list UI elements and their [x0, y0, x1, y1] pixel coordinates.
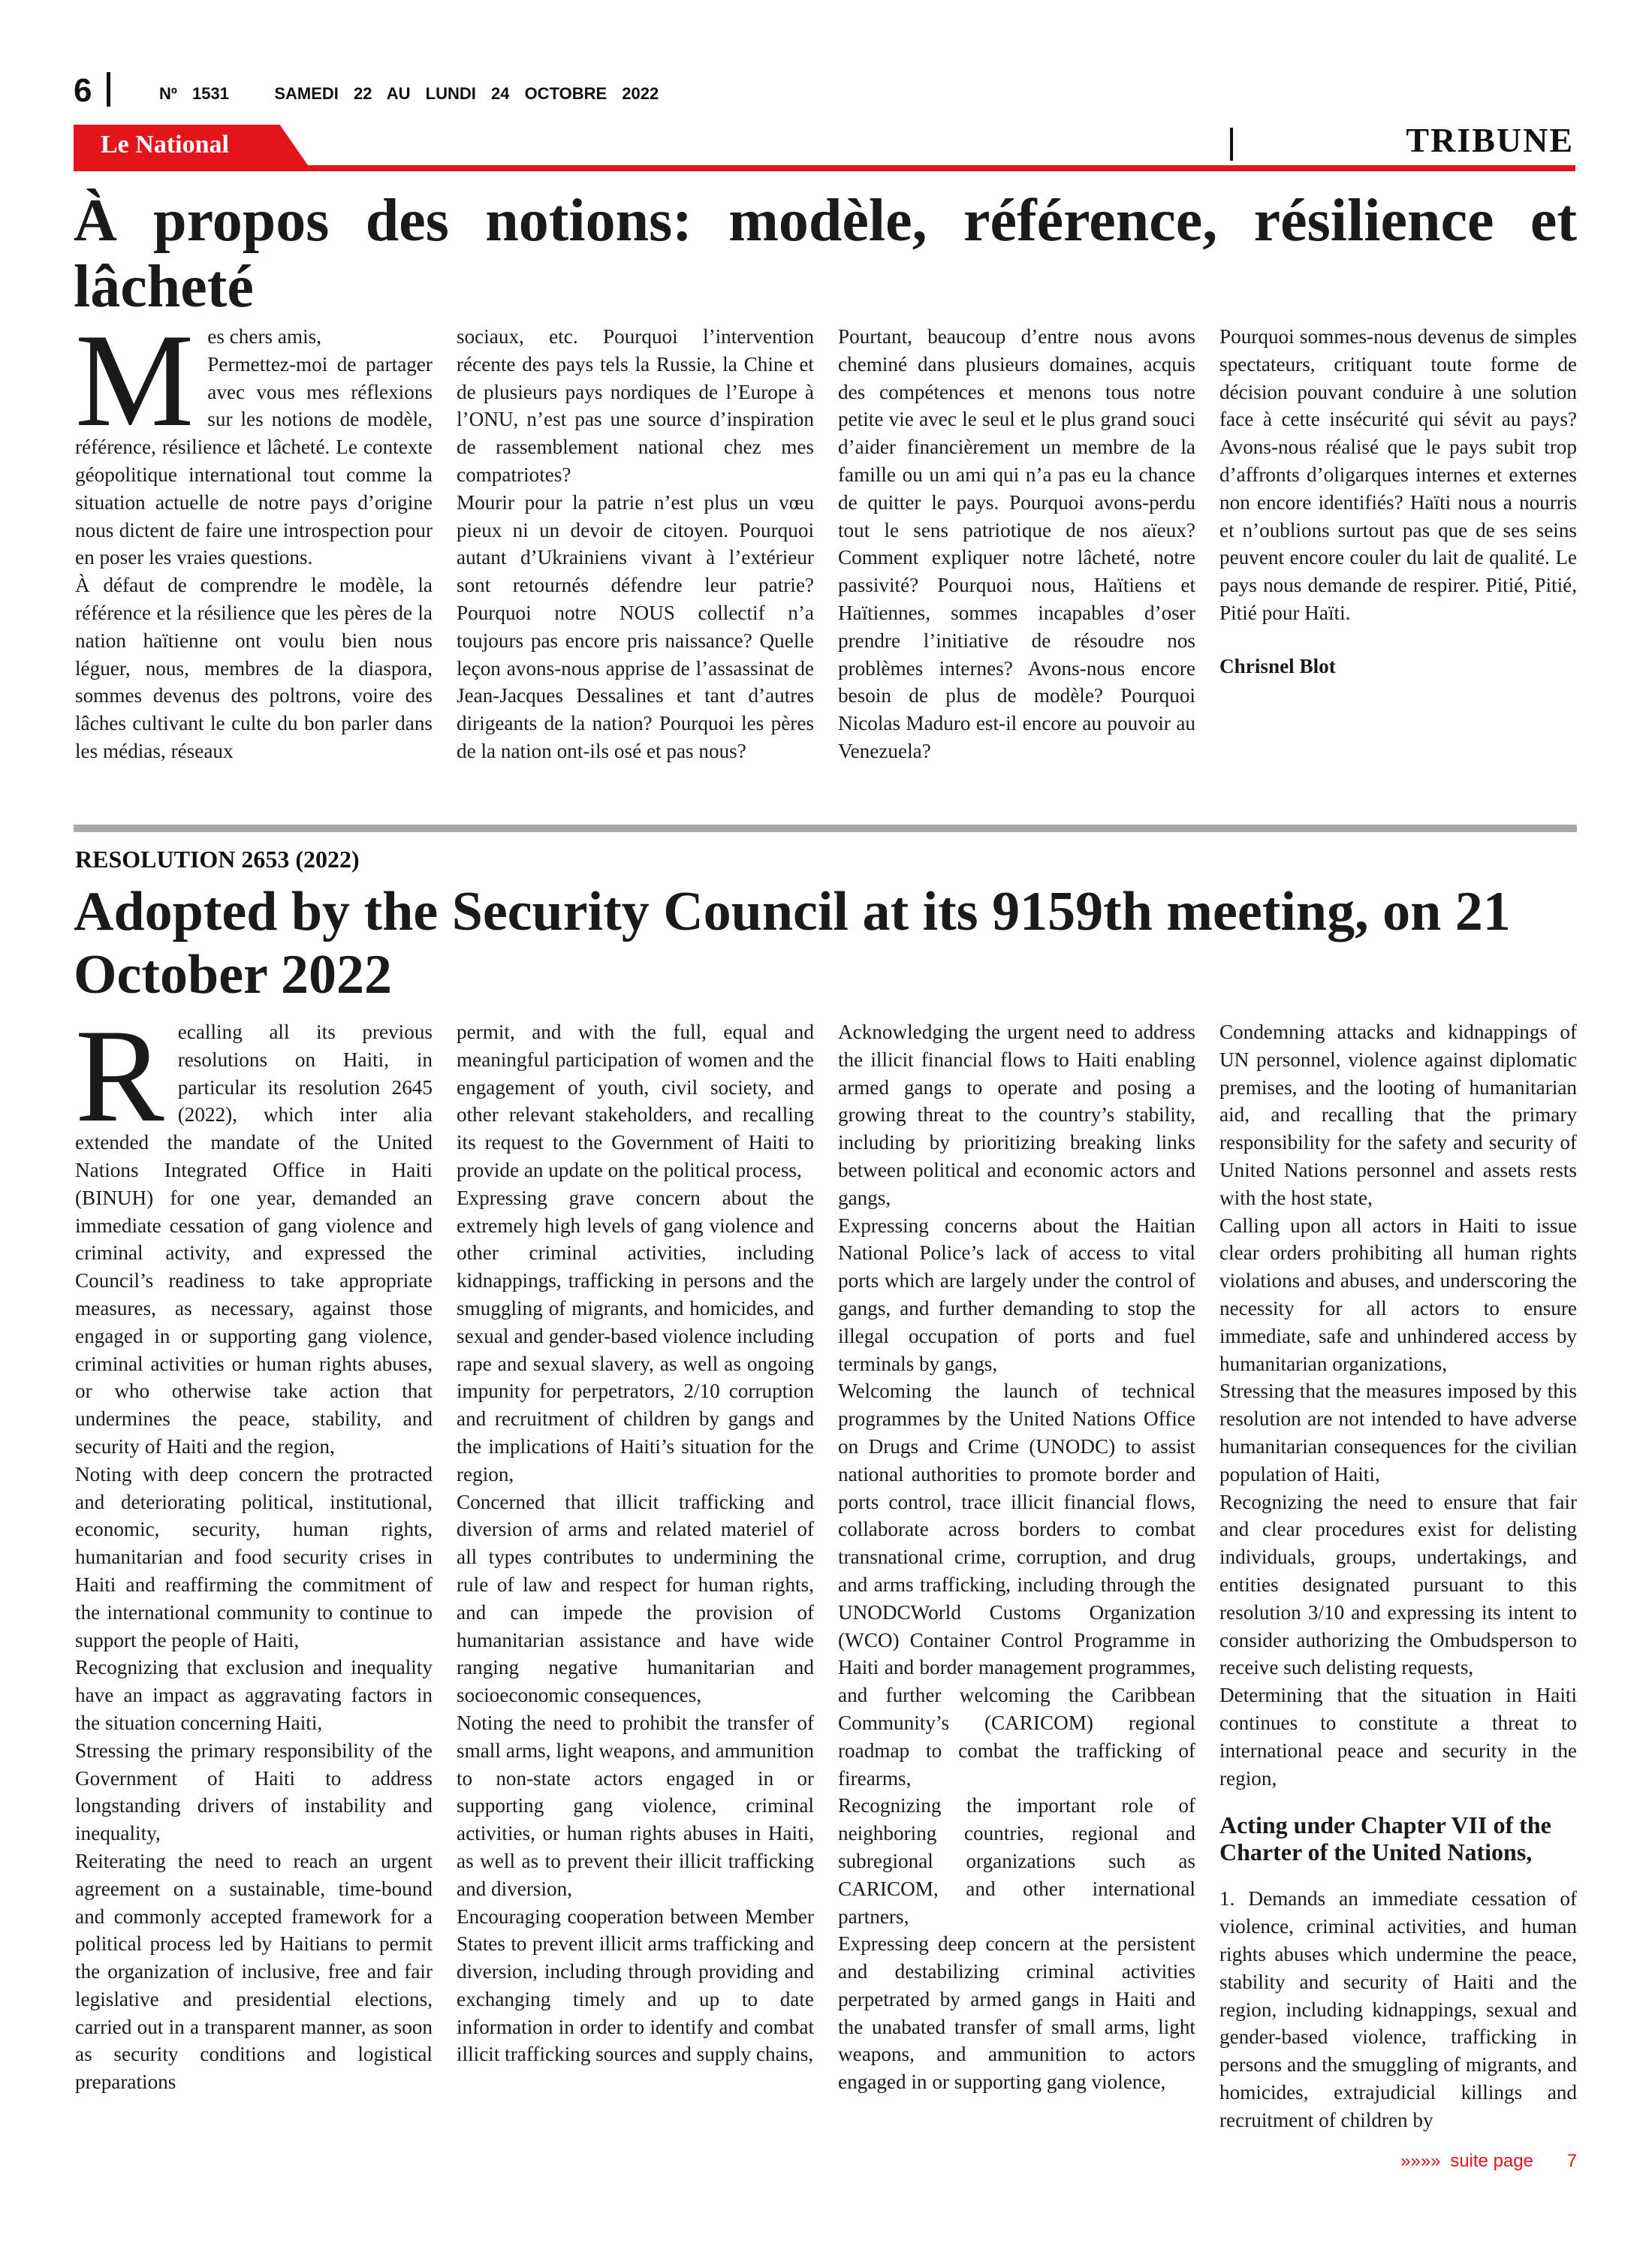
paragraph: Expressing grave concern about the extremely high levels of gang violence and other criminal activities, including kidnappings, trafficking in persons and the smuggling of migrants, and homicides, and sexual and gender-based violence including rape and sexual slavery, as well as ongoing impunity for perpetrators, 2/10 corruption and recruitment of children by gangs and the implications of Haiti’s situation for the region,	[457, 1186, 814, 1485]
paragraph: es chers amis,	[207, 325, 322, 348]
paragraph: Mourir pour la patrie n’est plus un vœu pieux ni un devoir de citoyen. Pourquoi autant d’Ukrainiens vivant à l’extérieur sont retournés défendre leur patrie? Pourquoi notre NOUS collectif n’a toujours pas encore pris naissance? Quelle leçon avons-nous apprise de l’assassinat de Jean-Jacques Dessalines et tant d’autres dirigeants de la nation? Pourquoi les pères de la nation ont-ils osé et pas nous?	[457, 490, 814, 762]
section-title: TRIBUNE	[1406, 121, 1574, 159]
paragraph: Recognizing that exclusion and inequality have an impact as aggravating factors in the situation concerning Haiti,	[75, 1656, 433, 1734]
paragraph: Noting the need to prohibit the transfer of small arms, light weapons, and ammunition to non-state actors engaged in or supporting gang violence, criminal activities, or human rights abuses in Haiti, as well as to prevent their illicit trafficking and diversion,	[457, 1711, 814, 1900]
article1-column-1	[75, 306, 433, 765]
paragraph: Recognizing the need to ensure that fair and clear procedures exist for delisting individuals, groups, undertakings, and entities designated pursuant to this resolution 3/10 and expressing its intent to consider authorizing the Ombudsperson to receive such delisting requests,	[1219, 1490, 1577, 1679]
continue-page-number: 7	[1566, 2151, 1577, 2171]
paragraph: Concerned that illicit trafficking and diversion of arms and related materiel of all types contributes to undermining the rule of law and respect for human rights, and can impede the provision of humanitarian assistance and have wide ranging negative humanitarian and socioeconomic consequences,	[457, 1490, 814, 1707]
continue-label: suite page	[1450, 2151, 1533, 2171]
paragraph: permit, and with the full, equal and meaningful participation of women and the engagement of youth, civil society, and other relevant stakeholders, and recalling its request to the Government of Haiti to provide an update on the political process,	[457, 1021, 814, 1181]
paragraph: ecalling all its previous resolutions on Haiti, in particular its resolution 2645 (2022), which inter alia extended the mandate of the United Nations Integrated Office in Haiti (BINUH) for one year, demanded an immediate cessation of gang violence and criminal activity, and expressed the Council’s readiness to take appropriate measures, as necessary, against those engaged in or supporting gang violence, criminal activities or human rights abuses, or who otherwise take action that undermines the peace, stability, and security of Haiti and the region,	[75, 1021, 433, 1458]
article2-subheading: Acting under Chapter VII of the Charter of the United Nations,	[1219, 1811, 1551, 1866]
paragraph: Condemning attacks and kidnappings of UN personnel, violence against diplomatic premises, and the looting of humanitarian aid, and recalling that the primary responsibility for the safety and security of United Nations personnel and assets rests with the host state,	[1219, 1021, 1577, 1209]
article2-dropcap: R	[75, 1001, 164, 1150]
article-divider	[74, 825, 1577, 832]
section-separator	[1230, 128, 1233, 161]
article2-column-1	[75, 1001, 433, 2096]
issue-date	[159, 84, 659, 104]
article1-column-4	[1219, 323, 1577, 680]
paragraph: Recognizing the important role of neighboring countries, regional and subregional organizations such as CARICOM, and other international partners,	[838, 1794, 1195, 1928]
paragraph: Noting with deep concern the protracted and deteriorating political, institutional, economic, security, human rights, humanitarian and food security crises in Haiti and reaffirming the commitment of the international community to continue to support the people of Haiti,	[75, 1462, 433, 1651]
article2-column-3	[838, 1018, 1195, 2096]
paragraph: Reiterating the need to reach an urgent agreement on a sustainable, time-bound and commonly accepted framework for a political process led by Haitians to permit the organization of inclusive, free and fair legislative and presidential elections, carried out in a transparent manner, as soon as security conditions and logistical preparations	[75, 1849, 433, 2094]
paragraph: Permettez-moi de partager avec vous mes réflexions sur les notions de modèle, référence, résilience et lâcheté. Le contexte géopolitique international tout comme la situation actuelle de notre pays d’origine nous dictent de faire une introspection pour en poser les vraies questions.	[75, 352, 433, 569]
page-number: 6	[74, 72, 92, 109]
article1-title: À propos des notions: modèle, référence, résilience et lâcheté	[74, 188, 1577, 320]
paragraph: Stressing that the measures imposed by this resolution are not intended to have adverse humanitarian consequences for the civilian population of Haiti,	[1219, 1380, 1577, 1485]
paragraph: À défaut de comprendre le modèle, la référence et la résilience que les pères de la nation haïtienne ont voulu bien nous léguer, nous, membres de la diaspora, sommes devenus des poltrons, voire des lâches cultivant le culte du bon parler dans les médias, réseaux	[75, 574, 433, 762]
paragraph: 1. Demands an immediate cessation of violence, criminal activities, and human rights abuses which undermine the peace, stability and security of Haiti and the region, including kidnappings, sexual and gender-based violence, trafficking in persons and the smuggling of migrants, and homicides, extrajudicial killings and recruitment of children by	[1219, 1887, 1577, 2131]
article2-column-4	[1219, 1018, 1577, 2134]
paragraph: Pourtant, beaucoup d’entre nous avons cheminé dans plusieurs domaines, acquis des compétences et menons tous notre petite vie avec le seul et le plus grand souci d’aider financièrement un membre de la famille ou un ami qui n’a pas eu la chance de quitter le pays. Pourquoi avons-perdu tout le sens patriotique de nos aïeux? Comment expliquer notre lâcheté, notre passivité? Pourquoi nous, Haïtiens et Haïtiennes, sommes incapables d’oser prendre l’initiative de résoudre nos problèmes internes? Avons-nous encore besoin de plus de modèle? Pourquoi Nicolas Maduro est-il encore au pouvoir au Venezuela?	[838, 325, 1195, 762]
paragraph: Pourquoi sommes-nous devenus de simples spectateurs, critiquant toute forme de décision pouvant conduire à une solution face à cette insécurité qui sévit au pays? Avons-nous réalisé que le pays subit trop d’affronts d’oligarques internes et externes non encore identifiés? Haïti nous a nourris et n’oublions surtout pas que de ses seins peuvent encore couler du lait de qualité. Le pays nous demande de respirer. Pitié, Pitié, Pitié pour Haïti.	[1219, 325, 1577, 624]
issue-number: Nº 1531	[159, 84, 229, 103]
article2-kicker: RESOLUTION 2653 (2022)	[75, 846, 360, 873]
article1-column-2	[457, 323, 814, 765]
paragraph: Calling upon all actors in Haiti to issue clear orders prohibiting all human rights violations and abuses, and underscoring the necessity for all actors to ensure immediate, safe and unhindered access by humanitarian organizations,	[1219, 1214, 1577, 1375]
paragraph: sociaux, etc. Pourquoi l’intervention récente des pays tels la Russie, la Chine et de plusieurs pays nordiques de l’Europe à l’ONU, n’est pas une source d’inspiration de rassemblement national chez mes compatriotes?	[457, 325, 814, 486]
paragraph: Expressing concerns about the Haitian National Police’s lack of access to vital ports which are largely under the control of gangs, and further demanding to stop the illegal occupation of ports and fuel terminals by gangs,	[838, 1214, 1195, 1375]
header-rule	[74, 165, 1575, 171]
article1-column-3	[838, 323, 1195, 765]
paragraph: Stressing the primary responsibility of the Government of Haiti to address longstanding drivers of instability and inequality,	[75, 1739, 433, 1845]
article1-dropcap: M	[75, 306, 194, 454]
brand-name: Le National	[101, 131, 229, 158]
paragraph: Expressing deep concern at the persistent and destabilizing criminal activities perpetrated by armed gangs in Haiti and the unabated transfer of small arms, light weapons, and ammunition to actors engaged in or supporting gang violence,	[838, 1932, 1195, 2094]
continue-arrows-icon: »»»»	[1400, 2151, 1441, 2171]
paragraph: Welcoming the launch of technical programmes by the United Nations Office on Drugs and Crime (UNODC) to assist national authorities to promote border and ports control, trace illicit financial flows, collaborate across borders to combat transnational crime, corruption, and drug and arms trafficking, including through the UNODCWorld Customs Organization (WCO) Container Control Programme in Haiti and border management programmes, and further welcoming the Caribbean Community’s (CARICOM) regional roadmap to combat the trafficking of firearms,	[838, 1380, 1195, 1790]
date-text: SAMEDI 22 AU LUNDI 24 OCTOBRE 2022	[274, 84, 659, 103]
paragraph: Acknowledging the urgent need to address the illicit financial flows to Haiti enabling armed gangs to operate and posing a growing threat to the country’s stability, including by prioritizing breaking links between political and economic actors and gangs,	[838, 1021, 1195, 1209]
paragraph: Determining that the situation in Haiti continues to constitute a threat to international peace and security in the region,	[1219, 1684, 1577, 1790]
continued-link[interactable]	[1400, 2151, 1577, 2172]
article2-column-2	[457, 1018, 814, 2068]
article1-author: Chrisnel Blot	[1219, 654, 1336, 677]
paragraph: Encouraging cooperation between Member States to prevent illicit arms trafficking and diversion, including through providing and exchanging timely and up to date information in order to identify and combat illicit trafficking sources and supply chains,	[457, 1905, 814, 2066]
article2-title: Adopted by the Security Council at its 9159th meeting, on 21 October 2022	[74, 881, 1511, 1006]
header-vertical-bar	[107, 72, 110, 107]
